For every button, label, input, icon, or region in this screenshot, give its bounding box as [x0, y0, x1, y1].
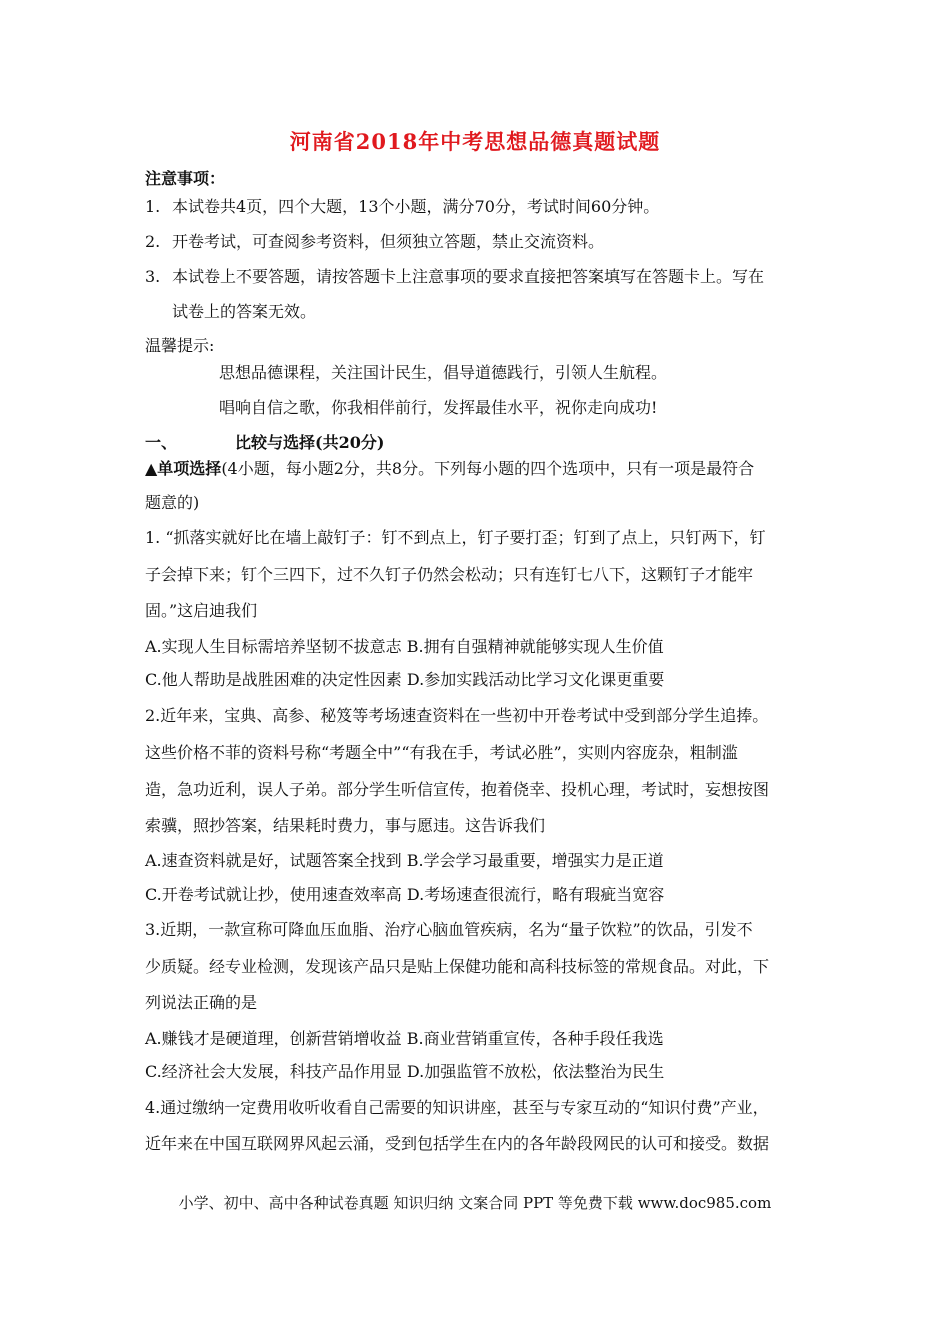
question-1-line: 固。”这启迪我们: [145, 601, 258, 620]
notice-heading: 注意事项：: [145, 169, 226, 188]
question-2-line: 这些价格不菲的资料号称“考题全中”“有我在手，考试必胜”，实则内容庞杂，粗制滥: [145, 743, 738, 762]
question-2-option: C.开卷考试就让抄，使用速查效率高 D.考场速查很流行，略有瑕疵当宽容: [145, 885, 665, 904]
notice-item-1: 1. 本试卷共4页，四个大题，13个小题，满分70分，考试时间60分钟。: [145, 197, 660, 216]
page-title: 河南省2018年中考思想品德真题试题: [289, 129, 661, 154]
question-2-line: 索骥，照抄答案，结果耗时费力，事与愿违。这告诉我们: [145, 816, 546, 835]
section-intro: ▲单项选择(4小题，每小题2分，共8分。下列每小题的四个选项中，只有一项是最符合: [145, 459, 755, 478]
tips-line-2: 唱响自信之歌，你我相伴前行，发挥最佳水平，祝你走向成功!: [219, 398, 658, 417]
notice-item-3-cont: 试卷上的答案无效。: [172, 302, 317, 321]
question-4-line: 4.通过缴纳一定费用收听收看自己需要的知识讲座，甚至与专家互动的“知识付费”产业，: [145, 1098, 769, 1117]
question-3-option: A.赚钱才是硬道理，创新营销增收益 B.商业营销重宣传，各种手段任我选: [145, 1029, 664, 1048]
tips-heading: 温馨提示:: [145, 336, 215, 355]
section-heading: 一、 比较与选择(共20分): [145, 433, 385, 452]
question-3-option: C.经济社会大发展，科技产品作用显 D.加强监管不放松，依法整治为民生: [145, 1062, 665, 1081]
tips-line-1: 思想品德课程，关注国计民生，倡导道德践行，引领人生航程。: [219, 363, 668, 382]
question-2-option: A.速查资料就是好，试题答案全找到 B.学会学习最重要，增强实力是正道: [145, 851, 664, 870]
question-1-line: 子会掉下来；钉个三四下，过不久钉子仍然会松动；只有连钉七八下，这颗钉子才能牢: [145, 565, 754, 584]
section-intro-cont: 题意的): [145, 493, 200, 512]
question-3-line: 3.近期，一款宣称可降血压血脂、治疗心脑血管疾病，名为“量子饮粒”的饮品，引发不: [145, 920, 753, 939]
question-4-line: 近年来在中国互联网界风起云涌，受到包括学生在内的各年龄段网民的认可和接受。数据: [145, 1134, 770, 1153]
question-1-option: C.他人帮助是战胜困难的决定性因素 D.参加实践活动比学习文化课更重要: [145, 670, 665, 689]
question-2-line: 2.近年来，宝典、高参、秘笈等考场速查资料在一些初中开卷考试中受到部分学生追捧。: [145, 706, 769, 725]
question-1-line: 1. “抓落实就好比在墙上敲钉子：钉不到点上，钉子要打歪；钉到了点上，只钉两下，钉: [145, 528, 766, 547]
question-2-line: 造，急功近利，误人子弟。部分学生听信宣传，抱着侥幸、投机心理，考试时，妄想按图: [145, 780, 770, 799]
notice-item-3: 3. 本试卷上不要答题，请按答题卡上注意事项的要求直接把答案填写在答题卡上。写在: [145, 267, 765, 286]
question-3-line: 少质疑。经专业检测，发现该产品只是贴上保健功能和高科技标签的常规食品。对此，下: [145, 957, 770, 976]
question-1-option: A.实现人生目标需培养坚韧不拔意志 B.拥有自强精神就能够实现人生价值: [145, 637, 664, 656]
notice-item-2: 2. 开卷考试，可查阅参考资料，但须独立答题，禁止交流资料。: [145, 232, 605, 251]
question-3-line: 列说法正确的是: [145, 993, 258, 1012]
page-footer: 小学、初中、高中各种试卷真题 知识归纳 文案合同 PPT 等免费下载 www.doc985.com: [178, 1194, 772, 1212]
